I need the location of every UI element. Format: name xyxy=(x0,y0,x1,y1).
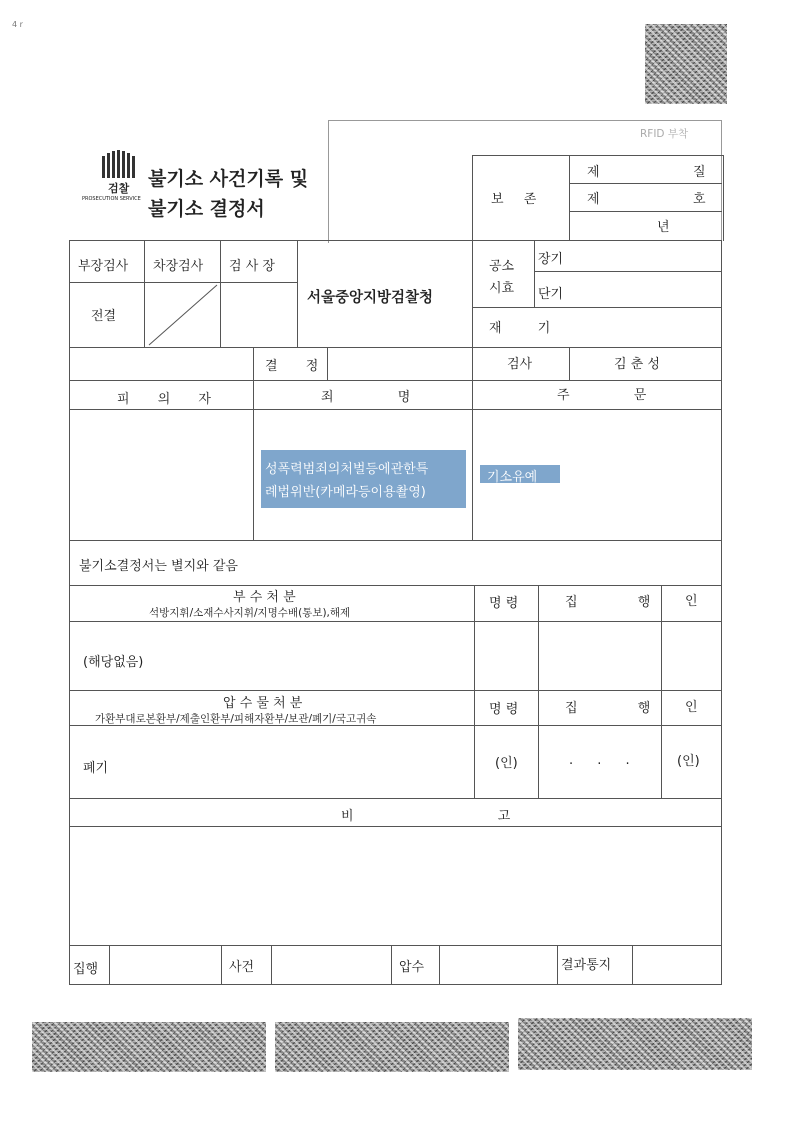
sub-seal-label: 인 xyxy=(685,594,698,609)
remarks-label: 비 고 xyxy=(341,809,581,824)
barcode-top-right xyxy=(645,24,727,104)
sub-execution-label: 집 행 xyxy=(565,595,679,610)
pres-r2-suffix: 호 xyxy=(693,192,706,207)
long-term-label: 장기 xyxy=(538,252,564,267)
suspect-header: 피 의 자 xyxy=(117,392,223,407)
sub-disposition-title: 부 수 처 분 xyxy=(233,590,296,605)
seizure-seal-mark-right: (인) xyxy=(677,754,700,769)
footer-execution: 집행 xyxy=(73,962,99,977)
statute-label-1: 공소 xyxy=(489,259,515,274)
logo-text: 검찰 xyxy=(108,182,130,195)
form-table xyxy=(69,155,722,985)
page-title-line1: 불기소 사건기록 및 xyxy=(148,168,309,190)
pre-decision-label: 전결 xyxy=(91,309,117,324)
seizure-title: 압 수 물 처 분 xyxy=(223,696,303,711)
seizure-execution-label: 집 행 xyxy=(565,701,679,716)
barcode-bottom-right xyxy=(518,1018,752,1070)
seizure-order-label: 명 령 xyxy=(489,702,519,717)
decision-label: 결 정 xyxy=(265,359,331,374)
seizure-subtitle: 가환부대로본환부/제출인환부/피해자환부/보관/폐기/국고귀속 xyxy=(95,713,377,725)
pres-r1-suffix: 질 xyxy=(693,165,706,180)
pres-r2-prefix: 제 xyxy=(587,192,600,207)
seizure-date-dots: . . . xyxy=(569,753,640,768)
sub-disposition-subtitle: 석방지휘/소재수사지휘/지명수배(통보),해제 xyxy=(149,607,351,619)
deputy-chief-label: 부장검사 xyxy=(78,259,129,274)
statute-label-2: 시효 xyxy=(489,281,515,296)
pres-r3-suffix: 년 xyxy=(657,220,670,235)
charge-header: 죄 명 xyxy=(321,390,441,405)
decision-note: 불기소결정서는 별지와 같음 xyxy=(79,559,238,574)
charge-line2: 례법위반(카메라등이용촬영) xyxy=(265,485,426,500)
seizure-seal-mark-left: (인) xyxy=(495,756,518,771)
seizure-seal-label: 인 xyxy=(685,700,698,715)
footer-result-notice: 결과통지 xyxy=(561,958,612,973)
page-title-line2: 불기소 결정서 xyxy=(148,198,265,220)
prosecutor-name: 김 춘 성 xyxy=(614,357,660,372)
footer-case: 사건 xyxy=(229,960,255,975)
preservation-label: 보 존 xyxy=(491,192,545,207)
barcode-bottom-center xyxy=(275,1022,509,1072)
charge-line1: 성폭력범죄의처벌등에관한특 xyxy=(265,462,429,477)
scan-mark: 4 r xyxy=(12,20,23,29)
chief-label: 검 사 장 xyxy=(229,259,275,274)
diagonal-slash xyxy=(145,283,220,347)
pres-r1-prefix: 제 xyxy=(587,165,600,180)
vice-chief-label: 차장검사 xyxy=(153,259,204,274)
disposition-header: 주 문 xyxy=(557,388,677,403)
sub-order-label: 명 령 xyxy=(489,596,519,611)
office-name: 서울중앙지방검찰청 xyxy=(307,290,434,306)
barcode-bottom-left xyxy=(32,1022,266,1072)
rfid-stamp: RFID 부착 xyxy=(640,128,689,140)
logo-subtext: PROSECUTION SERVICE xyxy=(82,196,141,202)
disposition-value: 기소유예 xyxy=(487,470,538,485)
reopen-label: 재 기 xyxy=(489,321,567,336)
footer-seizure: 압수 xyxy=(399,960,425,975)
prosecutor-label: 검사 xyxy=(507,357,533,372)
sub-disposition-value: (해당없음) xyxy=(83,655,144,670)
short-term-label: 단기 xyxy=(538,287,564,302)
seizure-value: 폐기 xyxy=(83,761,109,776)
